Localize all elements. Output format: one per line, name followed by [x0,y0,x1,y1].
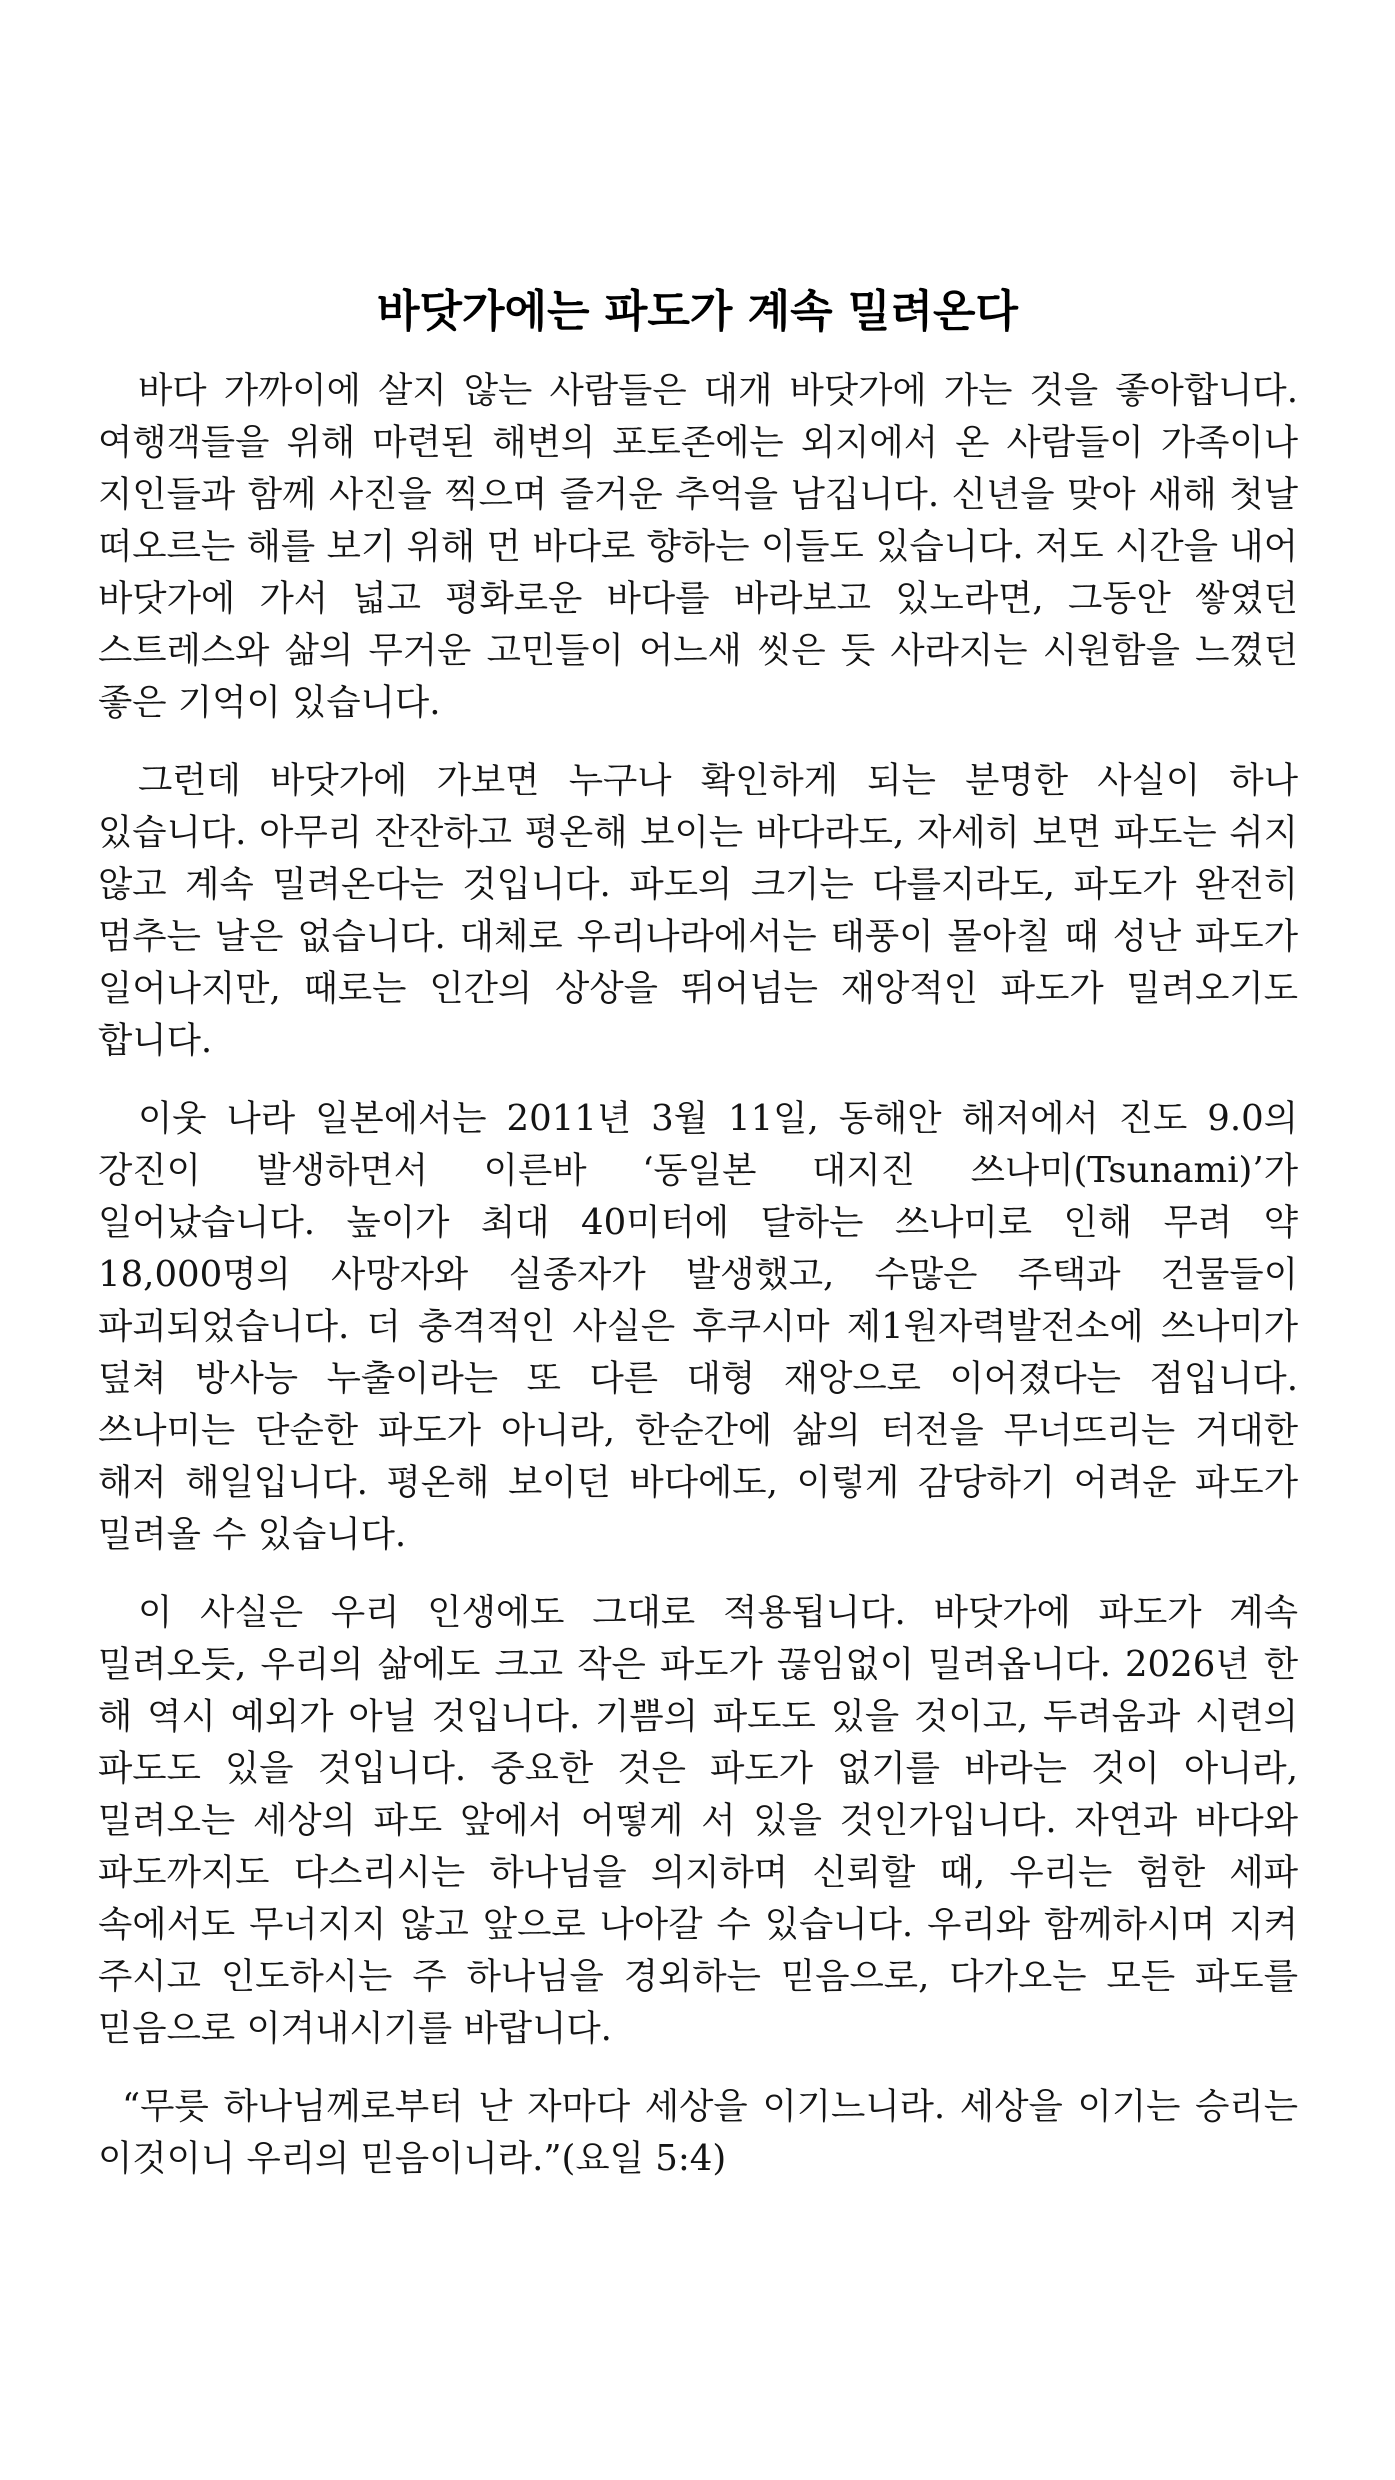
document-body [98,365,1298,2211]
paragraph-intro: 바다 가까이에 살지 않는 사람들은 대개 바닷가에 가는 것을 좋아합니다. 여행객들을 위해 마련된 해변의 포토존에는 외지에서 온 사람들이 가족이나 지인들과 함께 사진을 찍으며 즐거운 추억을 남깁니다. 신년을 맞아 새해 첫날 떠오르는 해를 보기 위해 먼 바다로 향하는 이들도 있습니다. 저도 시간을 내어 바닷가에 가서 넓고 평화로운 바다를 바라보고 있노라면, 그동안 쌓였던 스트레스와 삶의 무거운 고민들이 어느새 씻은 듯 사라지는 시원함을 느꼈던 좋은 기억이 있습니다. [98,370,1298,723]
paragraph-waves: 그런데 바닷가에 가보면 누구나 확인하게 되는 분명한 사실이 하나 있습니다. 아무리 잔잔하고 평온해 보이는 바다라도, 자세히 보면 파도는 쉬지 않고 계속 밀려온다는 것입니다. 파도의 크기는 다를지라도, 파도가 완전히 멈추는 날은 없습니다. 대체로 우리나라에서는 태풍이 몰아칠 때 성난 파도가 일어나지만, 때로는 인간의 상상을 뛰어넘는 재앙적인 파도가 밀려오기도 합니다. [98,760,1298,1061]
bible-quote: “무릇 하나님께로부터 난 자마다 세상을 이기느니라. 세상을 이기는 승리는 이것이니 우리의 믿음이니라.”(요일 5:4) [98,2086,1298,2179]
document-title: 바닷가에는 파도가 계속 밀려온다 [376,286,1018,337]
paragraph-tsunami: 이웃 나라 일본에서는 2011년 3월 11일, 동해안 해저에서 진도 9.0의 강진이 발생하면서 이른바 ‘동일본 대지진 쓰나미(Tsunami)’가 일어났습니다. 높이가 최대 40미터에 달하는 쓰나미로 인해 무려 약 18,000명의 사망자와 실종자가 발생했고, 수많은 주택과 건물들이 파괴되었습니다. 더 충격적인 사실은 후쿠시마 제1원자력발전소에 쓰나미가 덮쳐 방사능 누출이라는 또 다른 대형 재앙으로 이어졌다는 점입니다. 쓰나미는 단순한 파도가 아니라, 한순간에 삶의 터전을 무너뜨리는 거대한 해저 해일입니다. 평온해 보이던 바다에도, 이렇게 감당하기 어려운 파도가 밀려올 수 있습니다. [98,1098,1298,1555]
paragraph-life: 이 사실은 우리 인생에도 그대로 적용됩니다. 바닷가에 파도가 계속 밀려오듯, 우리의 삶에도 크고 작은 파도가 끊임없이 밀려옵니다. 2026년 한 해 역시 예외가 아닐 것입니다. 기쁨의 파도도 있을 것이고, 두려움과 시련의 파도도 있을 것입니다. 중요한 것은 파도가 없기를 바라는 것이 아니라, 밀려오는 세상의 파도 앞에서 어떻게 서 있을 것인가입니다. 자연과 바다와 파도까지도 다스리시는 하나님을 의지하며 신뢰할 때, 우리는 험한 세파 속에서도 무너지지 않고 앞으로 나아갈 수 있습니다. 우리와 함께하시며 지켜 주시고 인도하시는 주 하나님을 경외하는 믿음으로, 다가오는 모든 파도를 믿음으로 이겨내시기를 바랍니다. [98,1592,1298,2049]
